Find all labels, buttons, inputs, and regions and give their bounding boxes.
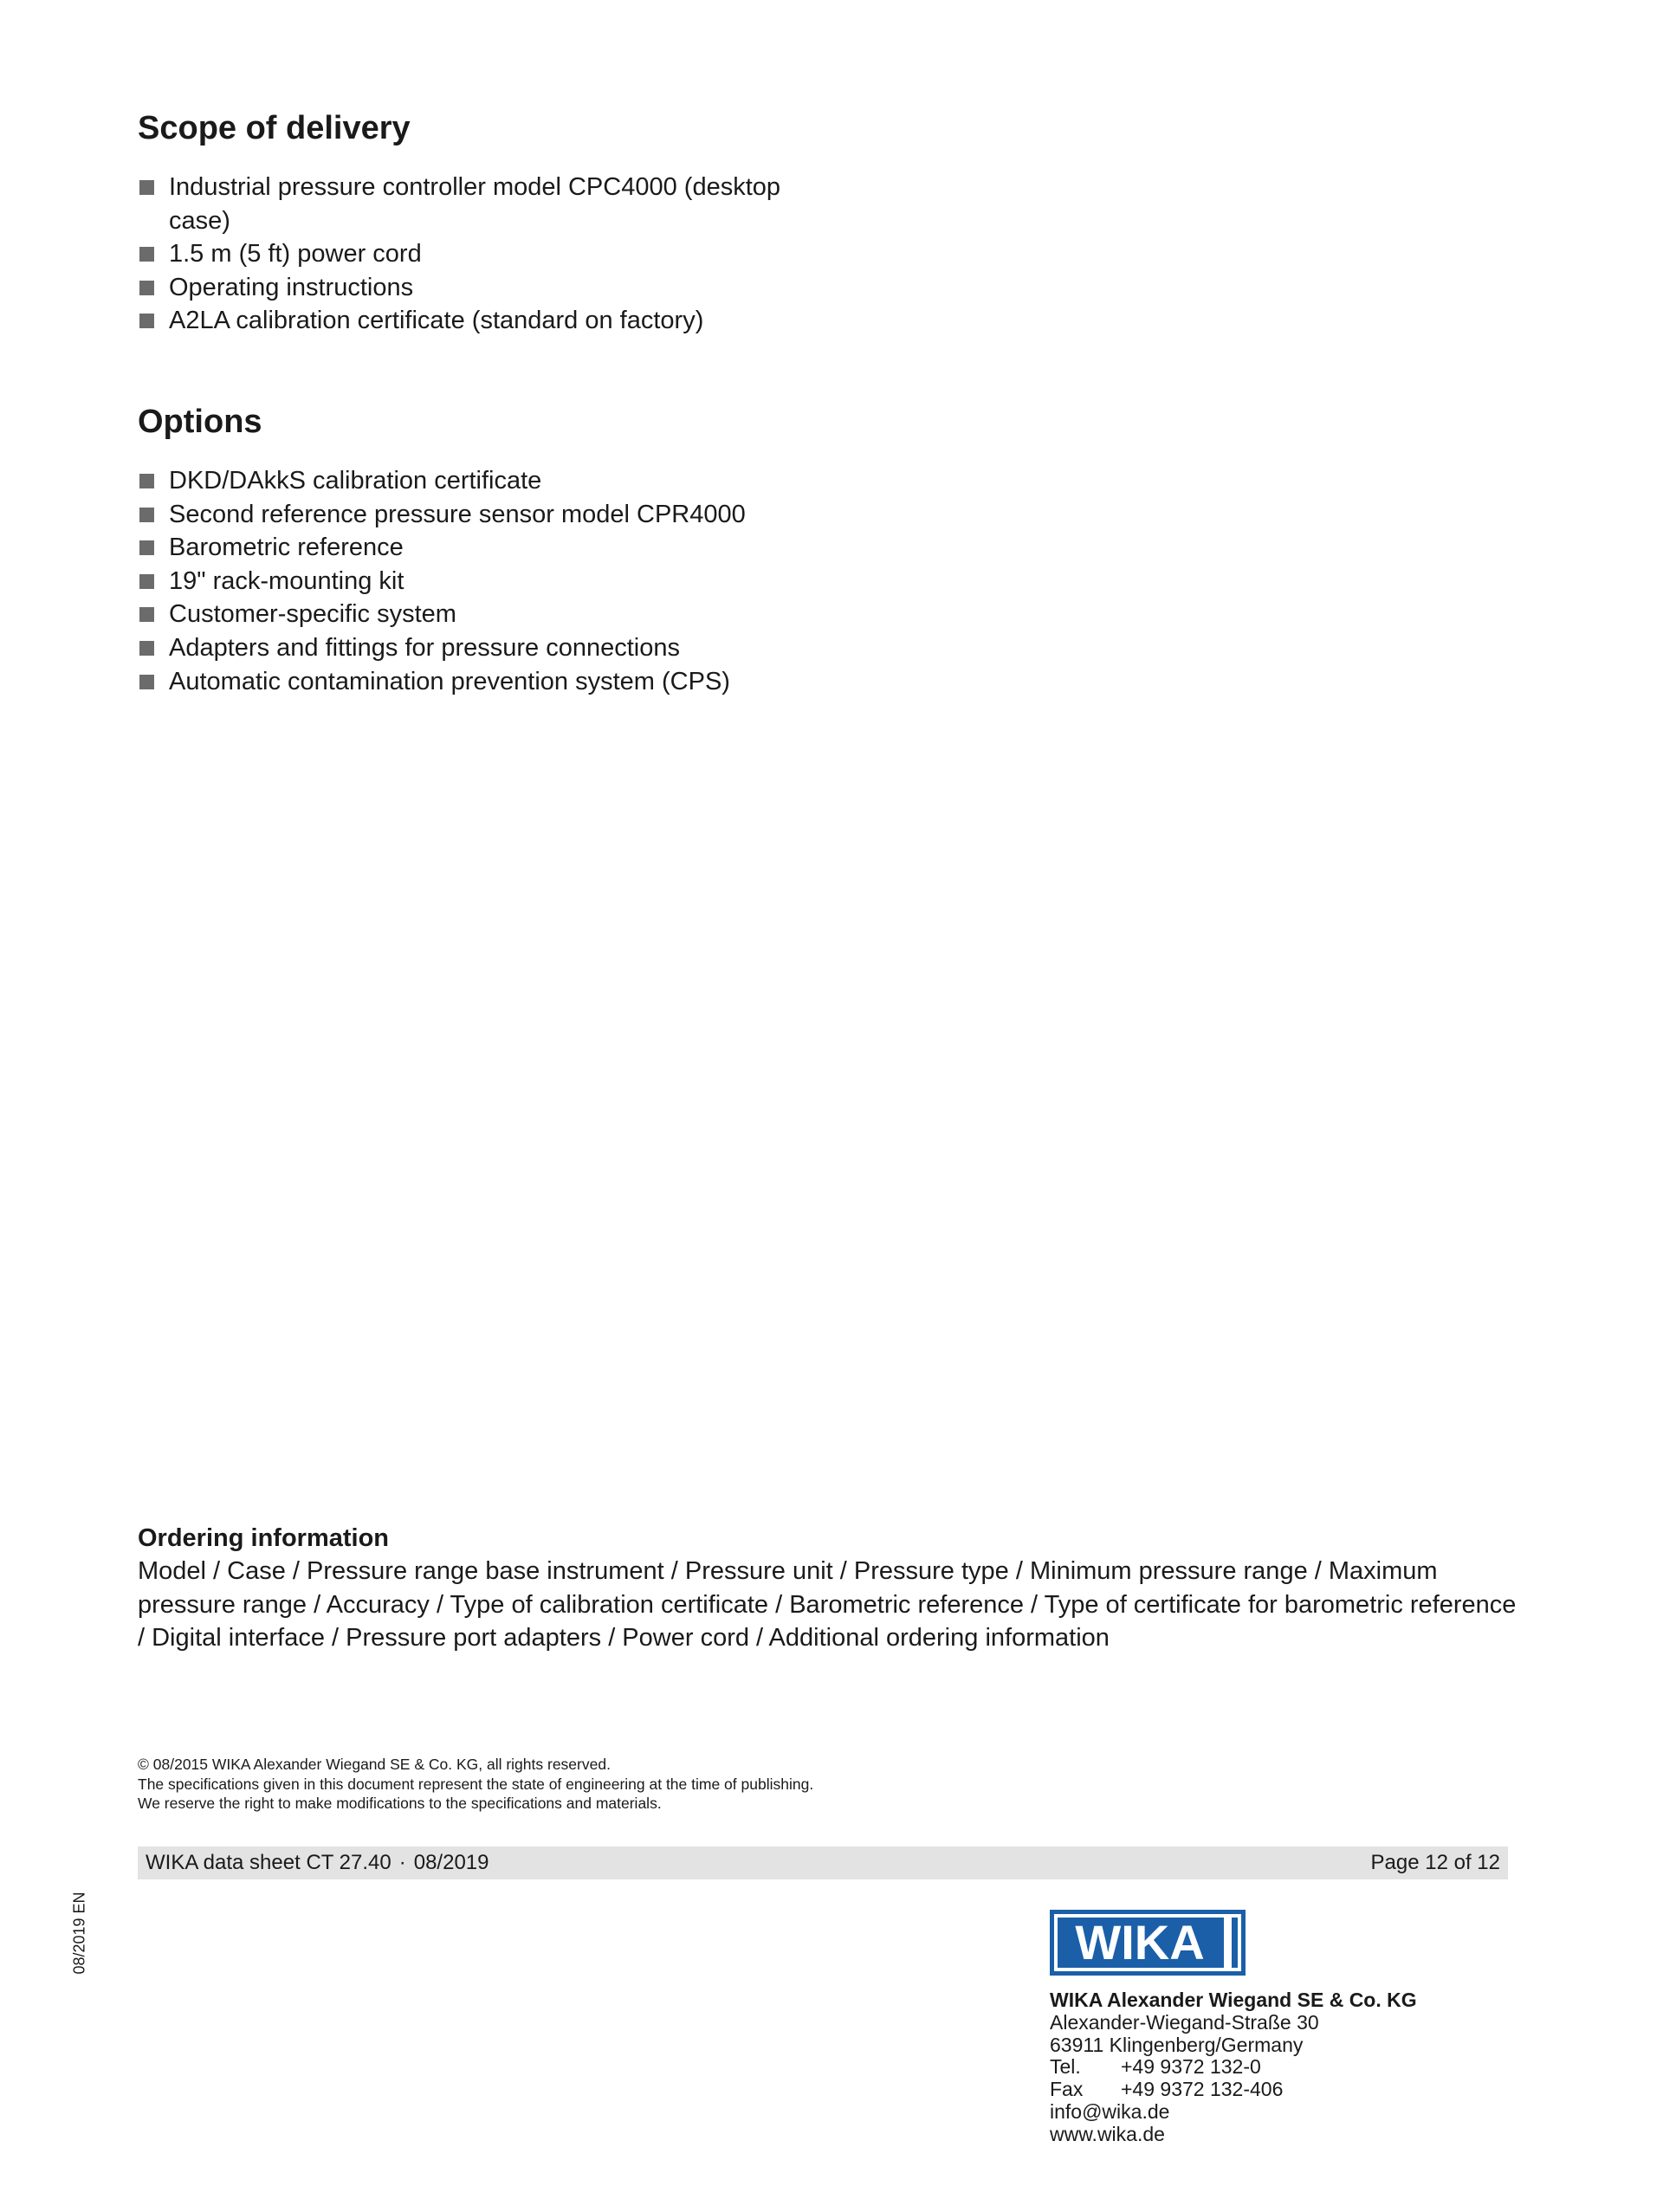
bullet-square-icon <box>139 508 154 522</box>
list-item <box>138 304 796 338</box>
list-item-text: Second reference pressure sensor model CPR4000 <box>169 500 746 528</box>
list-item-text: Automatic contamination prevention system (CPS) <box>169 667 730 695</box>
list-item <box>138 498 796 532</box>
bullet-square-icon <box>139 247 154 262</box>
bullet-square-icon <box>139 180 154 195</box>
ordering-information-text: Model / Case / Pressure range base instrument / Pressure unit / Pressure type / Minimum pressure range / Maximum pressure range / Accuracy / Type of calibration certificate / Barometric reference / Type of certificate for barometric reference / Digital interface / Pressure port adapters / Power cord / Additional ordering information <box>138 1557 1517 1653</box>
legal-notice <box>138 1755 813 1814</box>
data-sheet-date: 08/2019 <box>413 1851 489 1874</box>
modification-notice: We reserve the right to make modifications to the specifications and materials. <box>138 1795 662 1812</box>
page-number: Page 12 of 12 <box>1370 1851 1500 1874</box>
fax-label: Fax <box>1050 2078 1084 2101</box>
list-item <box>138 237 796 271</box>
options-heading: Options <box>138 404 262 440</box>
list-item <box>138 271 796 305</box>
bullet-square-icon <box>139 540 154 555</box>
bullet-square-icon <box>139 641 154 656</box>
ordering-information <box>138 1522 1524 1655</box>
scope-of-delivery-heading: Scope of delivery <box>138 110 411 146</box>
street-address: Alexander-Wiegand-Straße 30 <box>1050 2010 1319 2034</box>
bullet-square-icon <box>139 607 154 622</box>
list-item <box>138 631 796 665</box>
specification-notice: The specifications given in this document represent the state of engineering at the time of publishing. <box>138 1775 814 1793</box>
bullet-square-icon <box>139 281 154 295</box>
website-link[interactable]: www.wika.de <box>1050 2122 1165 2145</box>
list-item <box>138 598 796 631</box>
ordering-information-heading: Ordering information <box>138 1524 389 1552</box>
bullet-square-icon <box>139 675 154 689</box>
bullet-square-icon <box>139 574 154 589</box>
data-sheet-name: WIKA data sheet CT 27.40 <box>146 1851 391 1874</box>
list-item <box>138 464 796 498</box>
list-item-text: 19" rack-mounting kit <box>169 566 404 595</box>
list-item <box>138 565 796 598</box>
copyright-line: © 08/2015 WIKA Alexander Wiegand SE & Co. KG, all rights reserved. <box>138 1756 611 1773</box>
footer-separator: · <box>398 1851 406 1874</box>
bullet-square-icon <box>139 474 154 488</box>
list-item-text: Industrial pressure controller model CPC4000 (desktop case) <box>169 173 781 235</box>
city-address: 63911 Klingenberg/Germany <box>1050 2033 1304 2056</box>
list-item <box>138 531 796 565</box>
list-item-text: Barometric reference <box>169 534 404 562</box>
phone-number: +49 9372 132-0 <box>1121 2055 1261 2079</box>
company-name: WIKA Alexander Wiegand SE & Co. KG <box>1050 1989 1417 2011</box>
wika-logo <box>1050 1910 1246 1976</box>
list-item <box>138 665 796 699</box>
footer-sheet-info <box>146 1851 489 1875</box>
phone-label: Tel. <box>1050 2055 1081 2079</box>
scope-of-delivery-list <box>138 171 796 338</box>
list-item <box>138 171 796 237</box>
side-edition-note: 08/2019 EN <box>70 1892 88 1975</box>
options-list <box>138 464 796 698</box>
list-item-text: Customer-specific system <box>169 600 456 629</box>
list-item-text: Adapters and fittings for pressure connections <box>169 633 680 662</box>
email-link[interactable]: info@wika.de <box>1050 2099 1170 2123</box>
footer-bar <box>138 1847 1508 1879</box>
fax-row <box>1050 2079 1417 2101</box>
logo-wordmark: WIKA <box>1075 1915 1205 1969</box>
logo-bar <box>1224 1918 1232 1968</box>
list-item-text: Operating instructions <box>169 273 414 301</box>
bullet-square-icon <box>139 314 154 328</box>
list-item-text: A2LA calibration certificate (standard on factory) <box>169 307 704 335</box>
fax-number: +49 9372 132-406 <box>1121 2078 1284 2101</box>
list-item-text: 1.5 m (5 ft) power cord <box>169 240 422 268</box>
phone-row <box>1050 2056 1417 2079</box>
company-address <box>1050 1989 1417 2146</box>
list-item-text: DKD/DAkkS calibration certificate <box>169 467 542 495</box>
